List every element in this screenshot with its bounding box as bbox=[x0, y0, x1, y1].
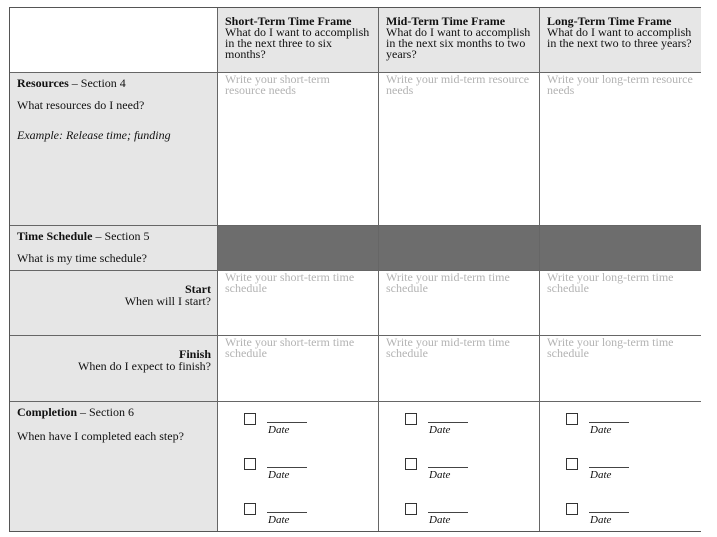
date-label: Date bbox=[268, 424, 290, 436]
start-heading: Start bbox=[185, 282, 211, 296]
resources-long-placeholder: Write your long-term resource needs bbox=[547, 73, 693, 97]
header-long-title: Long-Term Time Frame bbox=[547, 14, 672, 28]
completion-short-cell bbox=[218, 402, 379, 531]
date-line bbox=[428, 422, 468, 423]
completion-question: When have I completed each step? bbox=[17, 429, 184, 443]
resources-short-placeholder: Write your short-term resource needs bbox=[225, 73, 330, 97]
header-mid-term bbox=[379, 8, 540, 73]
finish-mid-placeholder: Write your mid-term time schedule bbox=[386, 336, 510, 360]
header-long-term bbox=[540, 8, 701, 73]
resources-question: What resources do I need? bbox=[17, 98, 145, 112]
resources-label-cell bbox=[10, 73, 218, 226]
header-mid-question: What do I want to accomplish in the next six months to two years? bbox=[386, 25, 531, 61]
completion-checkbox[interactable] bbox=[244, 458, 256, 470]
completion-long-cell bbox=[540, 402, 701, 531]
date-label: Date bbox=[268, 514, 290, 526]
resources-heading: Resources bbox=[17, 76, 69, 90]
completion-checkbox[interactable] bbox=[566, 458, 578, 470]
start-label-cell bbox=[10, 271, 218, 336]
date-line bbox=[267, 512, 307, 513]
start-short-placeholder: Write your short-term time schedule bbox=[225, 271, 355, 295]
schedule-label-cell bbox=[10, 226, 218, 271]
schedule-long-shaded bbox=[540, 226, 701, 271]
date-label: Date bbox=[590, 469, 612, 481]
date-label: Date bbox=[429, 424, 451, 436]
start-mid-field[interactable] bbox=[379, 271, 540, 336]
date-line bbox=[267, 422, 307, 423]
completion-checkbox[interactable] bbox=[244, 503, 256, 515]
date-line bbox=[428, 512, 468, 513]
header-blank-cell bbox=[10, 8, 218, 73]
start-long-placeholder: Write your long-term time schedule bbox=[547, 271, 674, 295]
schedule-section: – Section 5 bbox=[92, 229, 150, 243]
date-line bbox=[428, 467, 468, 468]
planning-table bbox=[9, 7, 701, 532]
header-long-question: What do I want to accomplish in the next two to three years? bbox=[547, 25, 692, 50]
completion-checkbox[interactable] bbox=[244, 413, 256, 425]
completion-checkbox[interactable] bbox=[405, 458, 417, 470]
completion-mid-cell bbox=[379, 402, 540, 531]
completion-checkbox[interactable] bbox=[566, 503, 578, 515]
date-label: Date bbox=[429, 514, 451, 526]
schedule-short-shaded bbox=[218, 226, 379, 271]
schedule-heading: Time Schedule bbox=[17, 229, 93, 243]
finish-long-field[interactable] bbox=[540, 336, 701, 402]
start-mid-placeholder: Write your mid-term time schedule bbox=[386, 271, 510, 295]
completion-checkbox[interactable] bbox=[566, 413, 578, 425]
resources-section: – Section 4 bbox=[68, 76, 126, 90]
finish-long-placeholder: Write your long-term time schedule bbox=[547, 336, 674, 360]
start-short-field[interactable] bbox=[218, 271, 379, 336]
resources-long-field[interactable] bbox=[540, 73, 701, 226]
finish-short-field[interactable] bbox=[218, 336, 379, 402]
finish-heading: Finish bbox=[178, 347, 211, 361]
schedule-question: What is my time schedule? bbox=[17, 251, 147, 265]
date-label: Date bbox=[429, 469, 451, 481]
header-short-question: What do I want to accomplish in the next three to six months? bbox=[225, 25, 370, 61]
start-question: When will I start? bbox=[124, 294, 211, 308]
date-line bbox=[589, 512, 629, 513]
completion-section: – Section 6 bbox=[77, 405, 134, 419]
completion-heading: Completion bbox=[17, 405, 77, 419]
completion-label-cell bbox=[10, 402, 218, 531]
finish-short-placeholder: Write your short-term time schedule bbox=[225, 336, 355, 360]
header-short-title: Short-Term Time Frame bbox=[225, 14, 352, 28]
start-long-field[interactable] bbox=[540, 271, 701, 336]
finish-question: When do I expect to finish? bbox=[78, 359, 211, 373]
date-line bbox=[589, 467, 629, 468]
resources-mid-field[interactable] bbox=[379, 73, 540, 226]
resources-example: Example: Release time; funding bbox=[17, 128, 171, 142]
date-label: Date bbox=[590, 514, 612, 526]
completion-checkbox[interactable] bbox=[405, 413, 417, 425]
header-mid-title: Mid-Term Time Frame bbox=[386, 14, 506, 28]
schedule-mid-shaded bbox=[379, 226, 540, 271]
finish-mid-field[interactable] bbox=[379, 336, 540, 402]
resources-short-field[interactable] bbox=[218, 73, 379, 226]
finish-label-cell bbox=[10, 336, 218, 402]
date-line bbox=[267, 467, 307, 468]
completion-checkbox[interactable] bbox=[405, 503, 417, 515]
header-short-term bbox=[218, 8, 379, 73]
date-line bbox=[589, 422, 629, 423]
resources-mid-placeholder: Write your mid-term resource needs bbox=[386, 73, 530, 97]
date-label: Date bbox=[590, 424, 612, 436]
date-label: Date bbox=[268, 469, 290, 481]
